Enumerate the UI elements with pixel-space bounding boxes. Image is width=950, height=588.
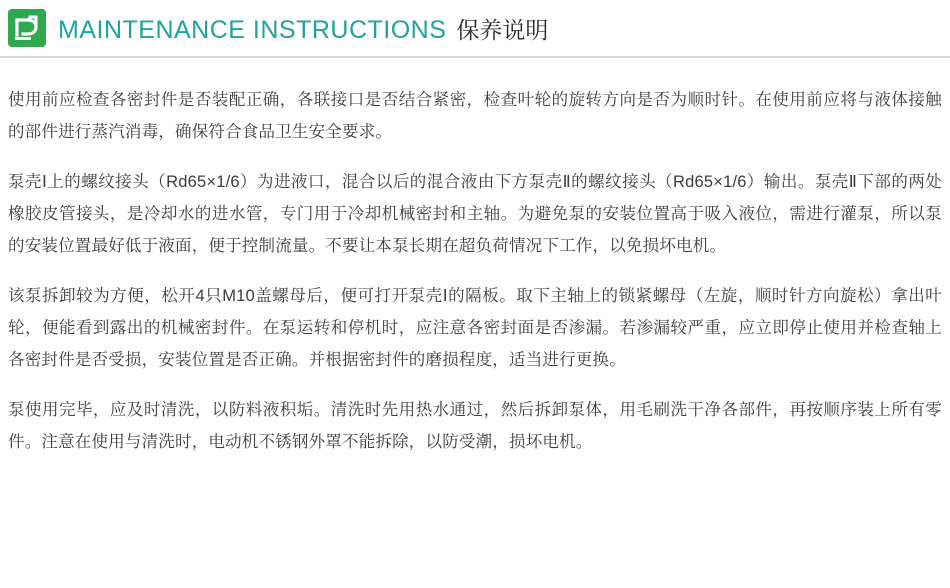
page-title	[58, 12, 548, 45]
instructions-content	[0, 58, 950, 458]
company-logo-icon	[8, 9, 46, 47]
instruction-paragraph: 泵使用完毕，应及时清洗，以防料液积垢。清洗时先用热水通过，然后拆卸泵体，用毛刷洗干净各部件，再按顺序装上所有零件。注意在使用与清洗时，电动机不锈钢外罩不能拆除，以防受潮，损坏电机。	[8, 401, 942, 451]
page-header	[0, 0, 950, 56]
page-title-english: MAINTENANCE INSTRUCTIONS	[58, 15, 447, 44]
instruction-paragraph: 使用前应检查各密封件是否装配正确，各联接口是否结合紧密，检查叶轮的旋转方向是否为顺时针。在使用前应将与液体接触的部件进行蒸汽消毒，确保符合食品卫生安全要求。	[8, 91, 942, 141]
pump-glyph-icon	[8, 9, 46, 47]
instruction-paragraph: 泵壳Ⅰ上的螺纹接头（Rd65×1/6）为进液口，混合以后的混合液由下方泵壳Ⅱ的螺纹接头（Rd65×1/6）输出。泵壳Ⅱ下部的两处橡胶皮管接头，是冷却水的进水管，专门用于冷却机械密封和主轴。为避免泵的安装位置高于吸入液位，需进行灌泵，所以泵的安装位置最好低于液面，便于控制流量。不要让本泵长期在超负荷情况下工作，以免损坏电机。	[8, 173, 942, 255]
page-title-chinese: 保养说明	[456, 16, 549, 43]
instruction-paragraph: 该泵拆卸较为方便，松开4只M10盖螺母后，便可打开泵壳Ⅰ的隔板。取下主轴上的锁紧螺母（左旋，顺时针方向旋松）拿出叶轮，便能看到露出的机械密封件。在泵运转和停机时，应注意各密封面是否渗漏。若渗漏较严重，应立即停止使用并检查轴上各密封件是否受损，安装位置是否正确。并根据密封件的磨损程度，适当进行更换。	[8, 287, 942, 369]
